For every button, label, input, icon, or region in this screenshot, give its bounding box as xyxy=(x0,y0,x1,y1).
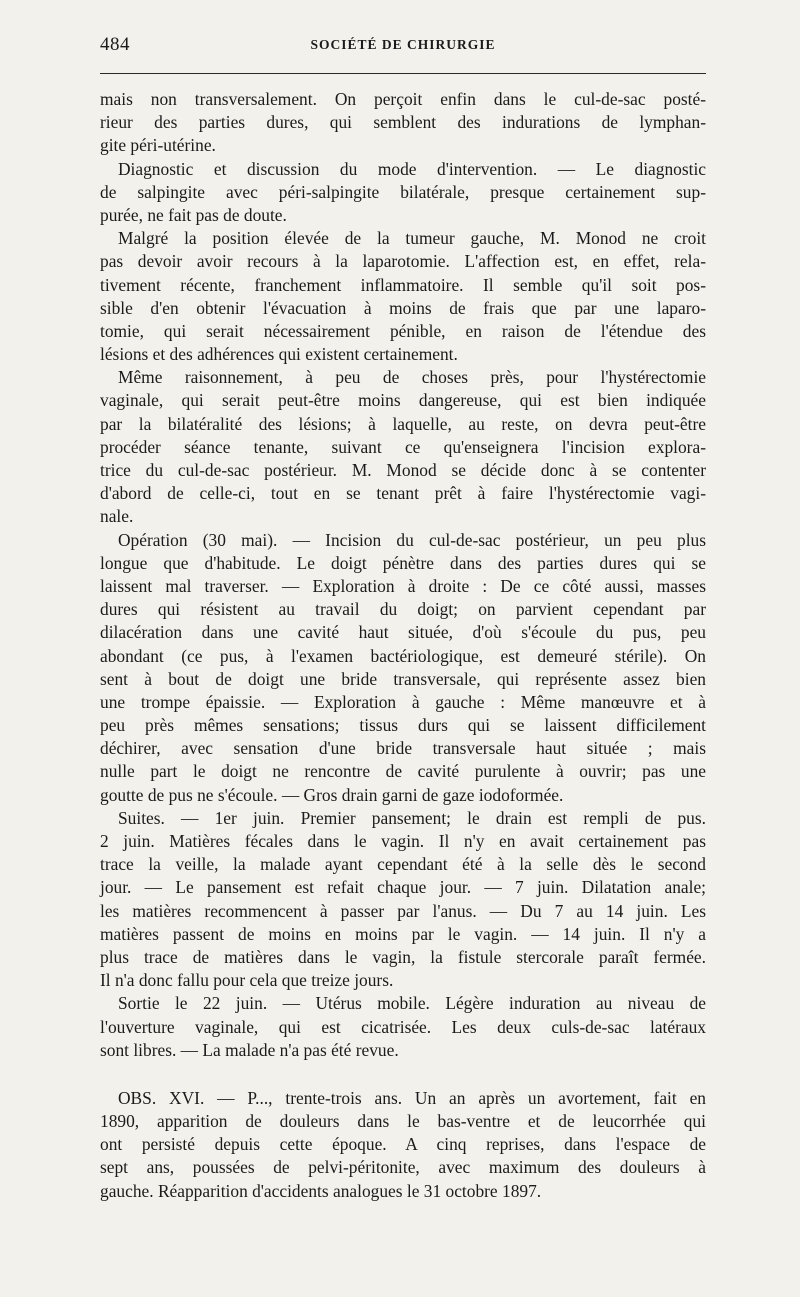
text-line: OBS. XVI. — P..., trente-trois ans. Un an après un avortement, fait en xyxy=(118,1087,706,1108)
text-line: Sortie le 22 juin. — Utérus mobile. Légère induration au niveau de xyxy=(118,993,706,1014)
text-line: les matières recommencent à passer par l'anus. — Du 7 au 14 juin. Les xyxy=(100,900,706,921)
text-line: longue que d'habitude. Le doigt pénètre dans des parties dures qui se xyxy=(100,552,706,573)
text-line: procéder séance tenante, suivant ce qu'enseignera l'incision explora- xyxy=(100,436,706,457)
text-line: tivement récente, franchement inflammatoire. Il semble qu'il soit pos- xyxy=(100,274,706,295)
paragraph xyxy=(100,807,706,993)
text-line: trace la veille, la malade ayant cependant été à la selle dès le second xyxy=(100,854,706,875)
text-line: d'abord de celle-ci, tout en se tenant prêt à faire l'hystérectomie vagi- xyxy=(100,483,706,504)
text-line: une trompe épaissie. — Exploration à gauche : Même manœuvre et à xyxy=(100,691,706,712)
text-line: abondant (ce pus, à l'examen bactériologique, est demeuré stérile). On xyxy=(100,645,706,666)
paragraph xyxy=(100,88,706,158)
paragraph xyxy=(100,992,706,1062)
text-line: purée, ne fait pas de doute. xyxy=(100,204,287,225)
text-line: l'ouverture vaginale, qui est cicatrisée. Les deux culs-de-sac latéraux xyxy=(100,1016,706,1037)
running-head: SOCIÉTÉ DE CHIRURGIE xyxy=(310,37,496,52)
text-line: dures qui résistent au travail du doigt; on parvient cependant par xyxy=(100,599,706,620)
text-line: matières passent de moins en moins par le vagin. — 14 juin. Il n'y a xyxy=(100,923,706,944)
text-line: Malgré la position élevée de la tumeur gauche, M. Monod ne croit xyxy=(118,228,706,249)
text-line: Il n'a donc fallu pour cela que treize jours. xyxy=(100,970,394,991)
page-body xyxy=(100,88,706,1203)
text-line: jour. — Le pansement est refait chaque jour. — 7 juin. Dilatation anale; xyxy=(100,877,706,898)
text-line: rieur des parties dures, qui semblent des indurations de lymphan- xyxy=(100,112,706,133)
text-line: pas devoir avoir recours à la laparotomie. L'affection est, en effet, rela- xyxy=(100,251,706,272)
text-line: gauche. Réapparition d'accidents analogues le 31 octobre 1897. xyxy=(100,1180,542,1201)
text-line: vaginale, qui serait peut-être moins dangereuse, qui est bien indiquée xyxy=(100,390,706,411)
page-header xyxy=(100,34,706,64)
text-line: gite péri-utérine. xyxy=(100,135,216,156)
page-number: 484 xyxy=(100,34,130,55)
text-line: sont libres. — La malade n'a pas été revue. xyxy=(100,1039,399,1060)
text-line: Suites. — 1er juin. Premier pansement; le drain est rempli de pus. xyxy=(118,807,706,828)
text-line: de salpingite avec péri-salpingite bilatérale, presque certainement sup- xyxy=(100,181,706,202)
text-line: nale. xyxy=(100,506,134,527)
text-line: nulle part le doigt ne rencontre de cavité purulente à ouvrir; pas une xyxy=(100,761,706,782)
text-line: ont persisté depuis cette époque. A cinq reprises, dans l'espace de xyxy=(100,1134,706,1155)
text-line: 2 juin. Matières fécales dans le vagin. Il n'y en avait certainement pas xyxy=(100,831,706,851)
text-line: sept ans, poussées de pelvi-péritonite, avec maximum des douleurs à xyxy=(100,1157,706,1178)
section-gap xyxy=(100,1062,706,1087)
text-line: déchirer, avec sensation d'une bride transversale haut située ; mais xyxy=(100,738,706,759)
text-line: mais non transversalement. On perçoit enfin dans le cul-de-sac posté- xyxy=(100,89,706,109)
paragraph xyxy=(100,158,706,228)
text-line: tomie, qui serait nécessairement pénible, en raison de l'étendue des xyxy=(100,320,706,341)
text-line: goutte de pus ne s'écoule. — Gros drain garni de gaze iodoformée. xyxy=(100,784,564,805)
text-line: laissent mal traverser. — Exploration à droite : De ce côté aussi, masses xyxy=(100,575,706,596)
text-line: Même raisonnement, à peu de choses près, pour l'hystérectomie xyxy=(118,367,706,388)
paragraph xyxy=(100,529,706,807)
paragraph xyxy=(100,227,706,366)
text-line: Opération (30 mai). — Incision du cul-de-sac postérieur, un peu plus xyxy=(118,529,706,550)
text-line: sent à bout de doigt une bride transversale, qui représente assez bien xyxy=(100,668,706,689)
text-line: par la bilatéralité des lésions; à laquelle, au reste, on devra peut-être xyxy=(100,413,706,434)
paragraph xyxy=(100,366,706,528)
text-line: plus trace de matières dans le vagin, la fistule stercorale paraît fermée. xyxy=(100,946,706,967)
text-line: peu près mêmes sensations; tissus durs qui se laissent difficilement xyxy=(100,715,706,736)
header-rule xyxy=(100,73,706,74)
text-line: 1890, apparition de douleurs dans le bas-ventre et de leucorrhée qui xyxy=(100,1111,706,1132)
observation-paragraph xyxy=(100,1087,706,1203)
text-line: lésions et des adhérences qui existent certainement. xyxy=(100,344,458,365)
text-line: Diagnostic et discussion du mode d'intervention. — Le diagnostic xyxy=(118,158,706,179)
text-line: trice du cul-de-sac postérieur. M. Monod se décide donc à se contenter xyxy=(100,460,706,480)
text-line: sible d'en obtenir l'évacuation à moins de frais que par une laparo- xyxy=(100,297,706,318)
text-line: dilacération dans une cavité haut située, d'où s'écoule du pus, peu xyxy=(100,622,706,643)
